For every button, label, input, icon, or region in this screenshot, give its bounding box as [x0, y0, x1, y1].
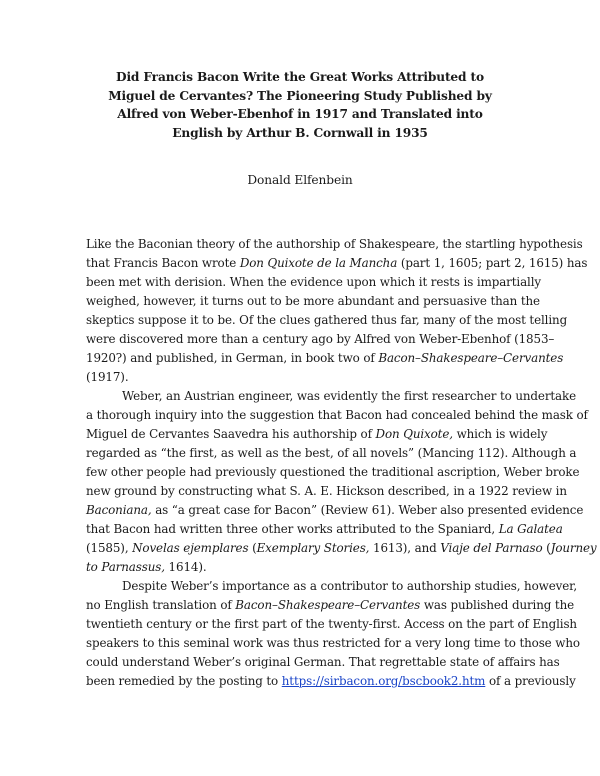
title-line: Miguel de Cervantes? The Pioneering Study Published by — [108, 88, 492, 103]
text-run: which is widely — [452, 427, 548, 441]
text-line: a thorough inquiry into the suggestion that Bacon had concealed behind the mask of — [86, 408, 588, 422]
text-line — [86, 425, 548, 444]
italic-title: Baconiana, — [86, 503, 152, 517]
text-run: 1614). — [164, 560, 207, 574]
text-line: twentieth century or the first part of the twenty-first. Access on the part of English — [86, 617, 577, 631]
text-line — [86, 539, 597, 558]
text-line — [86, 349, 564, 368]
italic-title: Journey — [550, 541, 597, 555]
paragraph-2 — [86, 387, 597, 577]
text-line: few other people had previously questioned the traditional ascription, Weber broke — [86, 465, 580, 479]
text-line: Like the Baconian theory of the authorship of Shakespeare, the startling hypothesis — [86, 237, 583, 251]
paper-title — [80, 68, 520, 142]
paragraph-1 — [86, 235, 588, 387]
body-text — [86, 235, 597, 691]
text-line: speakers to this seminal work was thus restricted for a very long time to those who — [86, 636, 580, 650]
text-run: ( — [248, 541, 257, 555]
text-run: ( — [542, 541, 551, 555]
italic-title: to Parnassus, — [86, 560, 165, 574]
italic-title: Bacon–Shakespeare–Cervantes — [378, 351, 564, 365]
text-run: been remedied by the posting to — [86, 674, 282, 688]
text-line: been met with derision. When the evidence upon which it rests is impartially — [86, 275, 542, 289]
text-run: 1613), and — [369, 541, 441, 555]
text-line — [86, 520, 563, 539]
sirbacon-link[interactable]: https://sirbacon.org/bscbook2.htm — [281, 674, 486, 688]
italic-title: Exemplary Stories, — [256, 541, 370, 555]
text-run: Miguel de Cervantes Saavedra his authorship of — [86, 427, 376, 441]
text-line: skeptics suppose it to be. Of the clues gathered thus far, many of the most telling — [86, 313, 568, 327]
italic-title: Novelas ejemplares — [132, 541, 249, 555]
text-line: were discovered more than a century ago by Alfred von Weber-Ebenhof (1853– — [86, 332, 555, 346]
text-line — [86, 596, 575, 615]
author-name: Donald Elfenbein — [247, 173, 353, 187]
title-line: English by Arthur B. Cornwall in 1935 — [172, 125, 428, 140]
text-run: 1920?) and published, in German, in book two of — [86, 351, 379, 365]
paragraph-3 — [86, 577, 580, 691]
text-run: that Bacon had written three other works attributed to the Spaniard, — [86, 522, 499, 536]
text-line — [86, 501, 584, 520]
text-run: was published during the — [420, 598, 575, 612]
text-line: Weber, an Austrian engineer, was evidently the first researcher to undertake — [122, 389, 577, 403]
text-run: as “a great case for Bacon” (Review 61). Weber also presented evidence — [151, 503, 584, 517]
text-run: (1585), — [86, 541, 133, 555]
text-line: Despite Weber’s importance as a contributor to authorship studies, however, — [122, 579, 578, 593]
title-line: Alfred von Weber-Ebenhof in 1917 and Translated into — [117, 107, 483, 121]
text-run: (part 1, 1605; part 2, 1615) has — [397, 256, 588, 270]
text-line: weighed, however, it turns out to be more abundant and persuasive than the — [86, 294, 540, 308]
italic-title: Viaje del Parnaso — [440, 541, 543, 555]
italic-title: Bacon–Shakespeare–Cervantes — [235, 598, 421, 612]
text-line — [86, 672, 576, 691]
text-line: could understand Weber’s original German. That regrettable state of affairs has — [86, 655, 560, 669]
text-line: new ground by constructing what S. A. E. Hickson described, in a 1922 review in — [86, 484, 567, 498]
text-run: that Francis Bacon wrote — [86, 256, 240, 270]
title-line: Did Francis Bacon Write the Great Works Attributed to — [116, 70, 484, 84]
text-run: of a previously — [485, 674, 576, 688]
text-line — [86, 254, 588, 273]
italic-title: Don Quixote, — [375, 427, 453, 441]
text-line: (1917). — [86, 370, 129, 384]
text-line — [86, 558, 526, 577]
italic-title: La Galatea — [498, 522, 563, 536]
italic-title: Don Quixote de la Mancha — [239, 256, 398, 270]
text-run: no English translation of — [86, 598, 236, 612]
text-line: regarded as “the first, as well as the best, of all novels” (Mancing 112). Although a — [86, 446, 577, 460]
